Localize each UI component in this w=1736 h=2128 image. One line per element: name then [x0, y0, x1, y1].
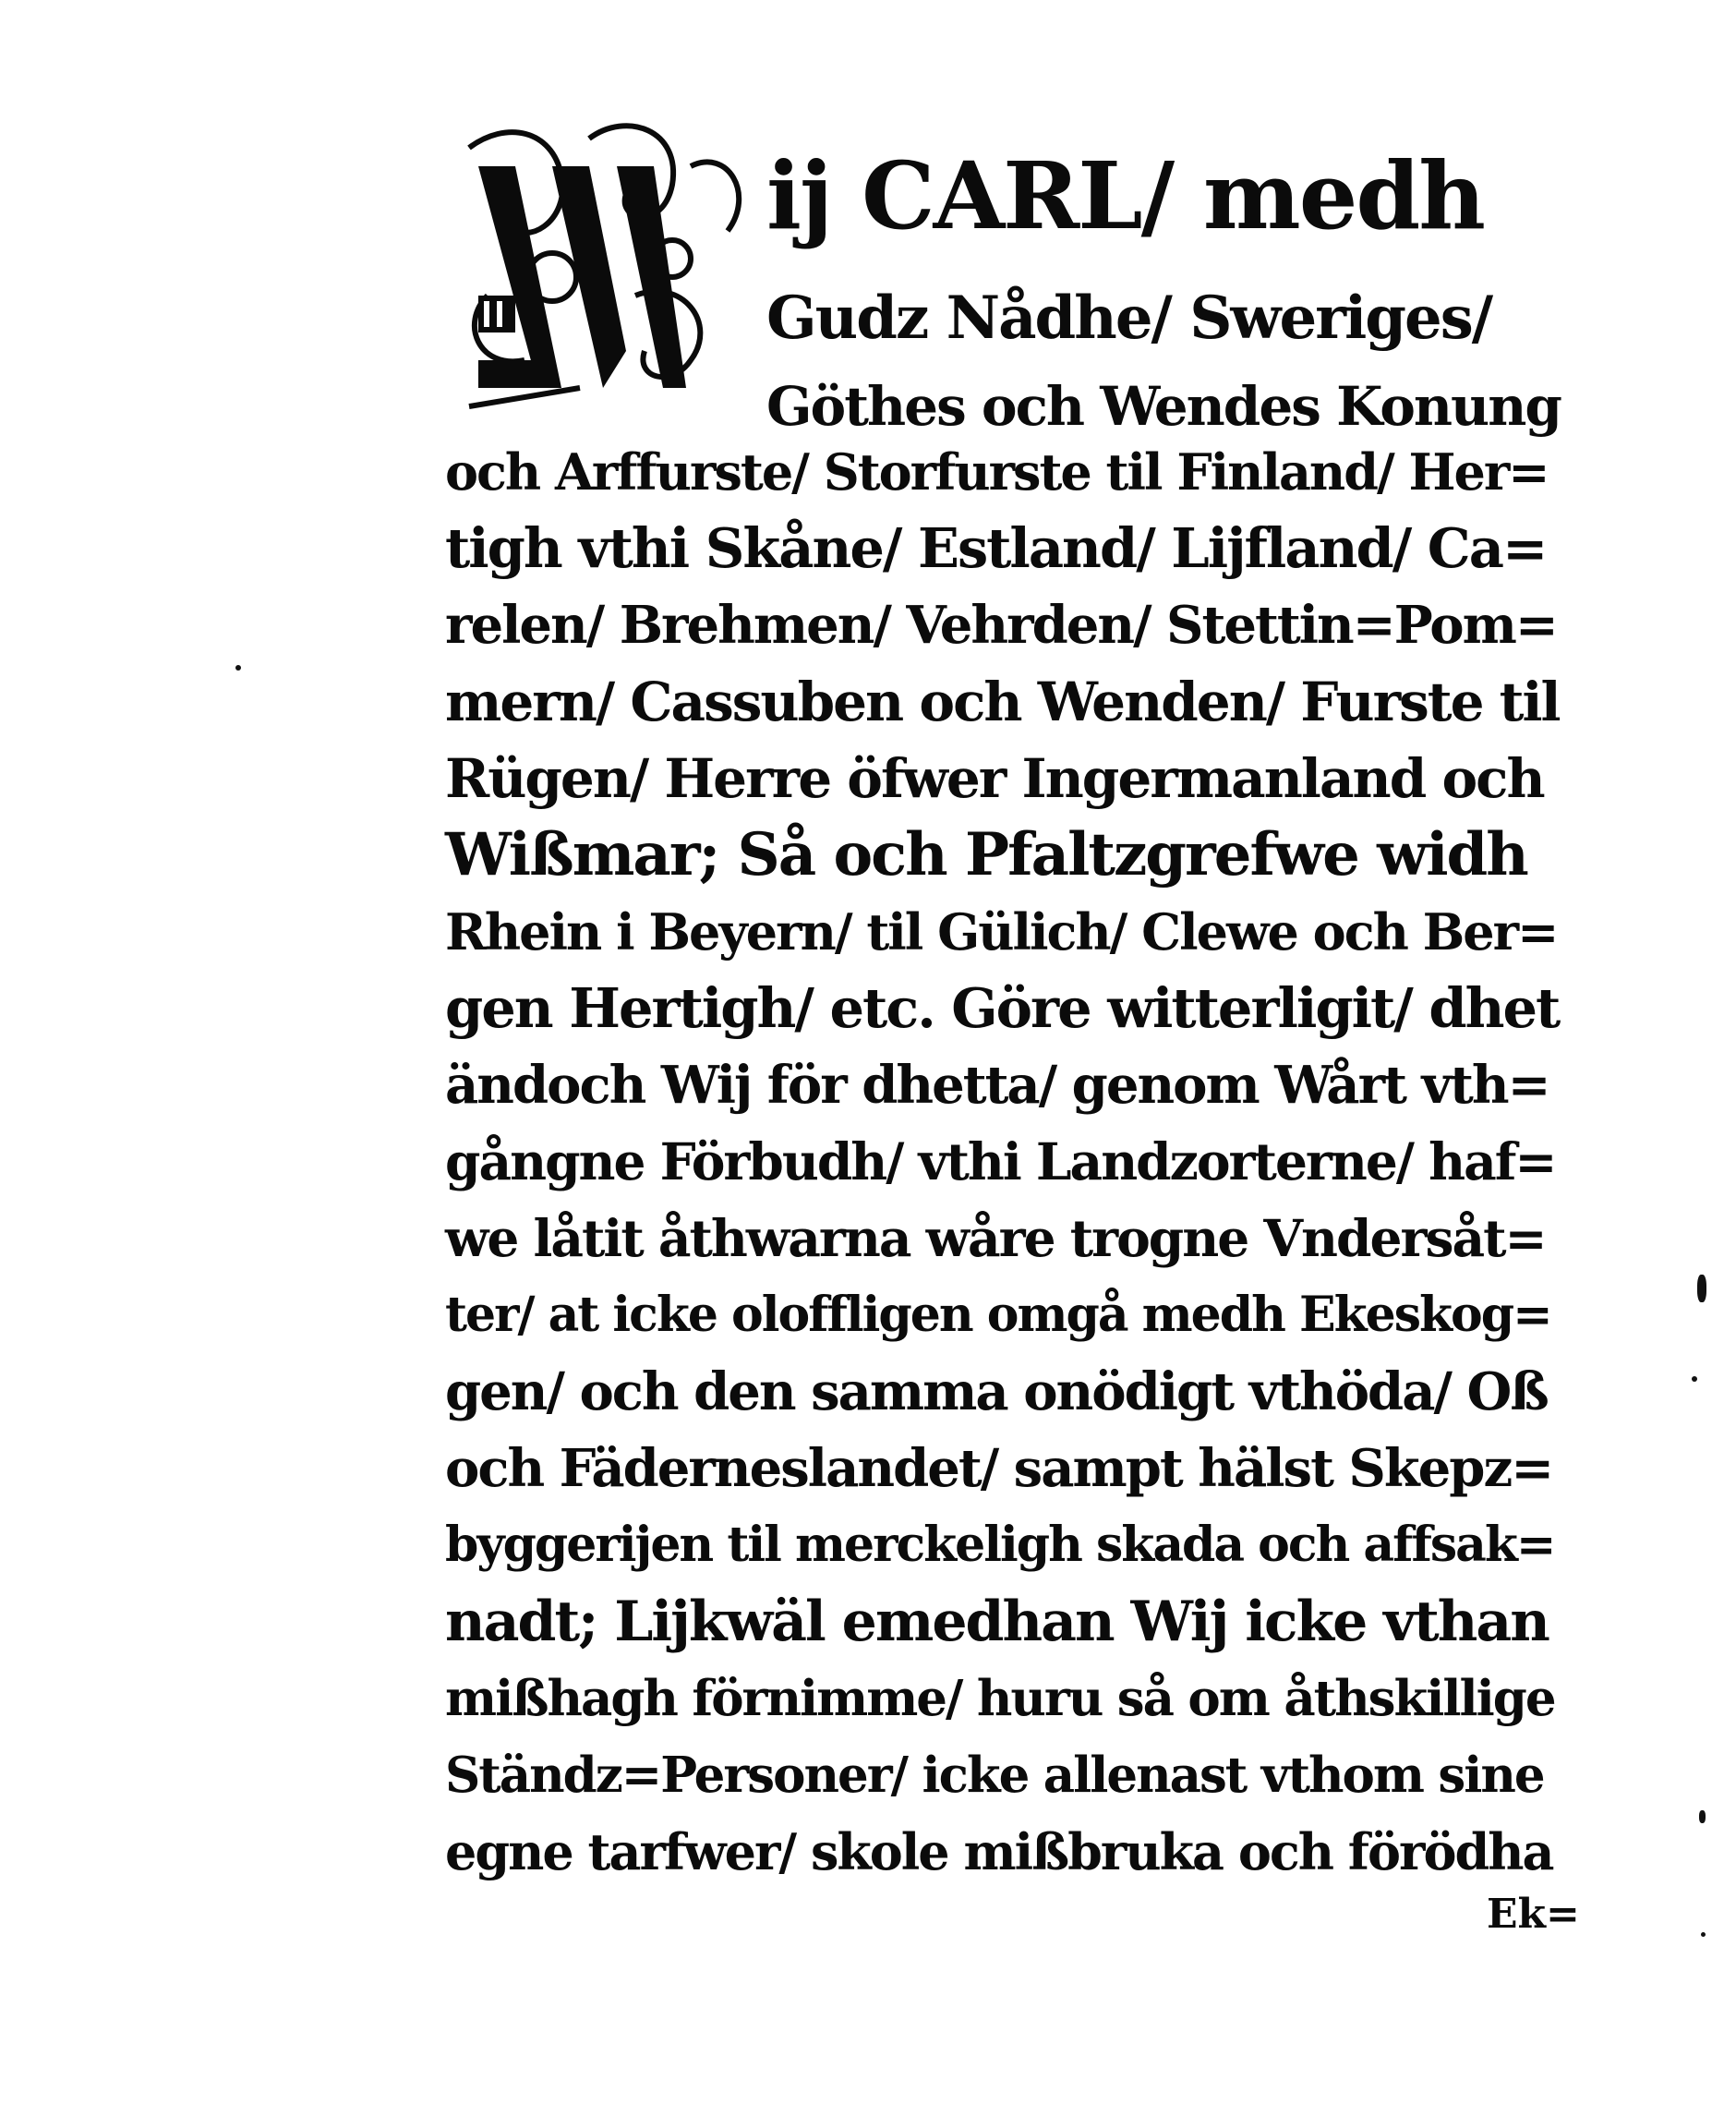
ink-speck — [1701, 1932, 1706, 1937]
text-line-1: Gudz Nådhe/ Sweriges/ — [766, 284, 1492, 353]
catchword: Ek= — [1487, 1891, 1580, 1938]
text-line-10: gen Hertigh/ etc. Göre witterligit/ dhet — [445, 976, 1560, 1040]
text-line-8: Wißmar; Så och Pfaltzgrefwe widh — [445, 820, 1527, 889]
text-line-18: nadt; Lijkwäl emedhan Wij icke vthan — [445, 1590, 1549, 1654]
text-line-9: Rhein i Beyern/ til Gülich/ Clewe och Ber= — [445, 902, 1558, 961]
initial-ornament-icon — [451, 111, 761, 416]
ink-speck — [1692, 1376, 1697, 1382]
text-line-12: gångne Förbudh/ vthi Landzorterne/ haf= — [445, 1131, 1556, 1191]
text-line-15: gen/ och den samma onödigt vthöda/ Oß — [445, 1361, 1548, 1422]
text-line-17: byggerijen til merckeligh skada och affsak= — [445, 1517, 1555, 1573]
text-line-21: egne tarfwer/ skole mißbruka och förödha — [445, 1822, 1553, 1881]
ink-speck — [1699, 1810, 1706, 1823]
text-line-6: mern/ Cassuben och Wenden/ Furste til — [445, 671, 1560, 733]
text-line-5: relen/ Brehmen/ Vehrden/ Stettin=Pom= — [445, 595, 1557, 656]
text-line-13: we låtit åthwarna wåre trogne Vndersåt= — [445, 1208, 1546, 1268]
text-line-16: och Fäderneslandet/ sampt hälst Skepz= — [445, 1438, 1553, 1499]
text-line-2: Göthes och Wendes Konung — [766, 375, 1561, 438]
decorated-initial-letter — [451, 111, 761, 416]
text-line-11: ändoch Wij för dhetta/ genom Wårt vth= — [445, 1055, 1549, 1116]
ink-speck — [235, 665, 241, 671]
text-line-3: och Arffurste/ Storfurste til Finland/ Her= — [445, 442, 1549, 502]
ink-speck — [1697, 1275, 1706, 1302]
text-line-19: mißhagh förnimme/ huru så om åthskillige — [445, 1670, 1555, 1727]
text-line-4: tigh vthi Skåne/ Estland/ Lijfland/ Ca= — [445, 516, 1547, 580]
text-line-14: ter/ at icke oloffligen omgå medh Ekeskog= — [445, 1287, 1551, 1343]
text-line-7: Rügen/ Herre öfwer Ingermanland och — [445, 747, 1544, 810]
text-line-20: Ständz=Personer/ icke allenast vthom sine — [445, 1747, 1544, 1804]
heading-line: ij CARL/ medh — [766, 141, 1484, 250]
